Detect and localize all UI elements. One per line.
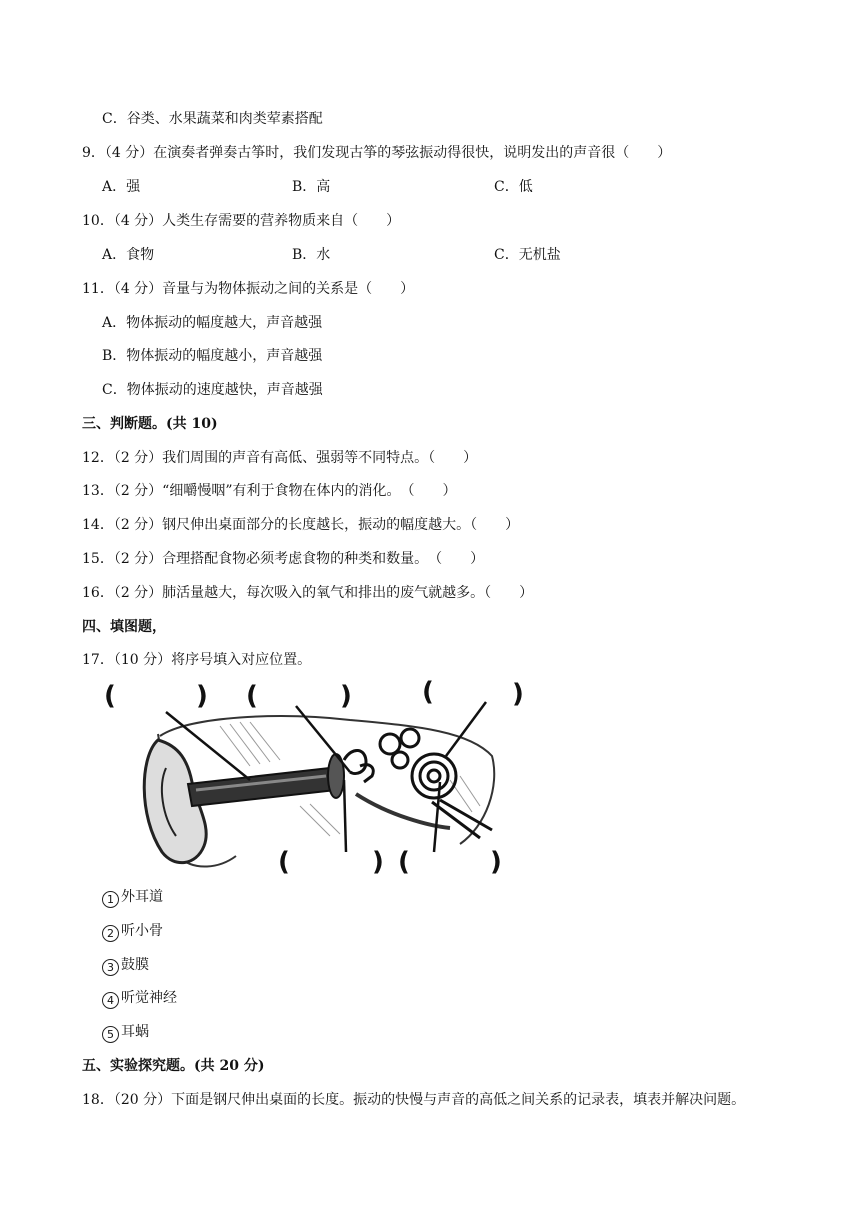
pointer-line-5	[434, 782, 440, 852]
q16-stem: 16．（2 分）肺活量越大，每次吸入的氧气和排出的废气就越多。（ ）	[82, 585, 534, 601]
answer-slot-top-1-close: )	[196, 681, 208, 711]
legend-label: 耳蜗	[121, 1024, 149, 1040]
section-judge-title: 三、判断题。(共 10)	[82, 416, 218, 432]
q15-stem: 15．（2 分）合理搭配食物必须考虑食物的种类和数量。 （ ）	[82, 551, 485, 567]
q11-option-c: C．物体振动的速度越快，声音越强	[102, 382, 323, 398]
answer-slot-top-2-open: (	[246, 681, 258, 711]
legend-number: 1	[102, 891, 119, 908]
semicircular-canals-icon	[380, 729, 419, 768]
pointer-line-4	[344, 780, 346, 852]
answer-slot-top-1-open: (	[104, 681, 116, 711]
answer-slot-bottom-2-open: (	[398, 847, 410, 877]
q10-option-c: C．无机盐	[494, 247, 561, 263]
ear-diagram	[100, 676, 532, 882]
legend-label: 外耳道	[121, 889, 163, 905]
legend-label: 听小骨	[121, 923, 163, 939]
legend-item-2	[102, 922, 163, 942]
answer-slot-bottom-1-close: )	[372, 847, 384, 877]
q12-stem: 12．（2 分）我们周围的声音有高低、强弱等不同特点。（ ）	[82, 450, 478, 466]
q8-option-c: C．谷类、水果蔬菜和肉类荤素搭配	[102, 111, 323, 127]
legend-label: 鼓膜	[121, 957, 149, 973]
legend-number: 4	[102, 992, 119, 1009]
answer-slot-top-3-open: (	[422, 677, 434, 707]
pointer-line-3	[446, 702, 486, 756]
section-experiment-title: 五、实验探究题。(共 20 分)	[82, 1058, 265, 1074]
q10-option-a: A．食物	[102, 247, 155, 263]
ossicles-icon	[344, 750, 373, 782]
legend-item-1	[102, 888, 163, 908]
answer-slot-bottom-2-close: )	[490, 847, 502, 877]
q17-stem: 17．（10 分）将序号填入对应位置。	[82, 652, 312, 668]
legend-number: 2	[102, 925, 119, 942]
cochlea-icon	[412, 754, 456, 798]
q11-stem: 11．（4 分）音量与为物体振动之间的关系是（ ）	[82, 281, 415, 297]
q10-stem: 10．（4 分）人类生存需要的营养物质来自（ ）	[82, 213, 401, 229]
q13-stem: 13．（2 分）“细嚼慢咽”有利于食物在体内的消化。 （ ）	[82, 483, 457, 499]
q10-option-b: B．水	[292, 247, 331, 263]
q14-stem: 14．（2 分）钢尺伸出桌面部分的长度越长，振动的幅度越大。（ ）	[82, 517, 520, 533]
q9-option-a: A．强	[102, 179, 141, 195]
q9-option-c: C．低	[494, 179, 533, 195]
answer-slot-top-2-close: )	[340, 681, 352, 711]
q11-option-b: B．物体振动的幅度越小，声音越强	[102, 348, 323, 364]
legend-item-5	[102, 1023, 149, 1043]
legend-label: 听觉神经	[121, 990, 177, 1006]
q11-option-a: A．物体振动的幅度越大，声音越强	[102, 315, 323, 331]
legend-number: 3	[102, 959, 119, 976]
pointer-line-2	[296, 706, 350, 772]
section-diagram-title: 四、填图题，	[82, 619, 166, 635]
legend-item-4	[102, 989, 177, 1009]
legend-number: 5	[102, 1026, 119, 1043]
answer-slot-bottom-1-open: (	[278, 847, 290, 877]
answer-slot-top-3-close: )	[512, 679, 524, 709]
q9-option-b: B．高	[292, 179, 331, 195]
q9-stem: 9．（4 分）在演奏者弹奏古筝时，我们发现古筝的琴弦振动得很快，说明发出的声音很（ ）	[82, 145, 672, 161]
legend-item-3	[102, 956, 149, 976]
q18-stem: 18．（20 分）下面是钢尺伸出桌面的长度。振动的快慢与声音的高低之间关系的记录表，填表并解决问题。	[82, 1092, 746, 1108]
